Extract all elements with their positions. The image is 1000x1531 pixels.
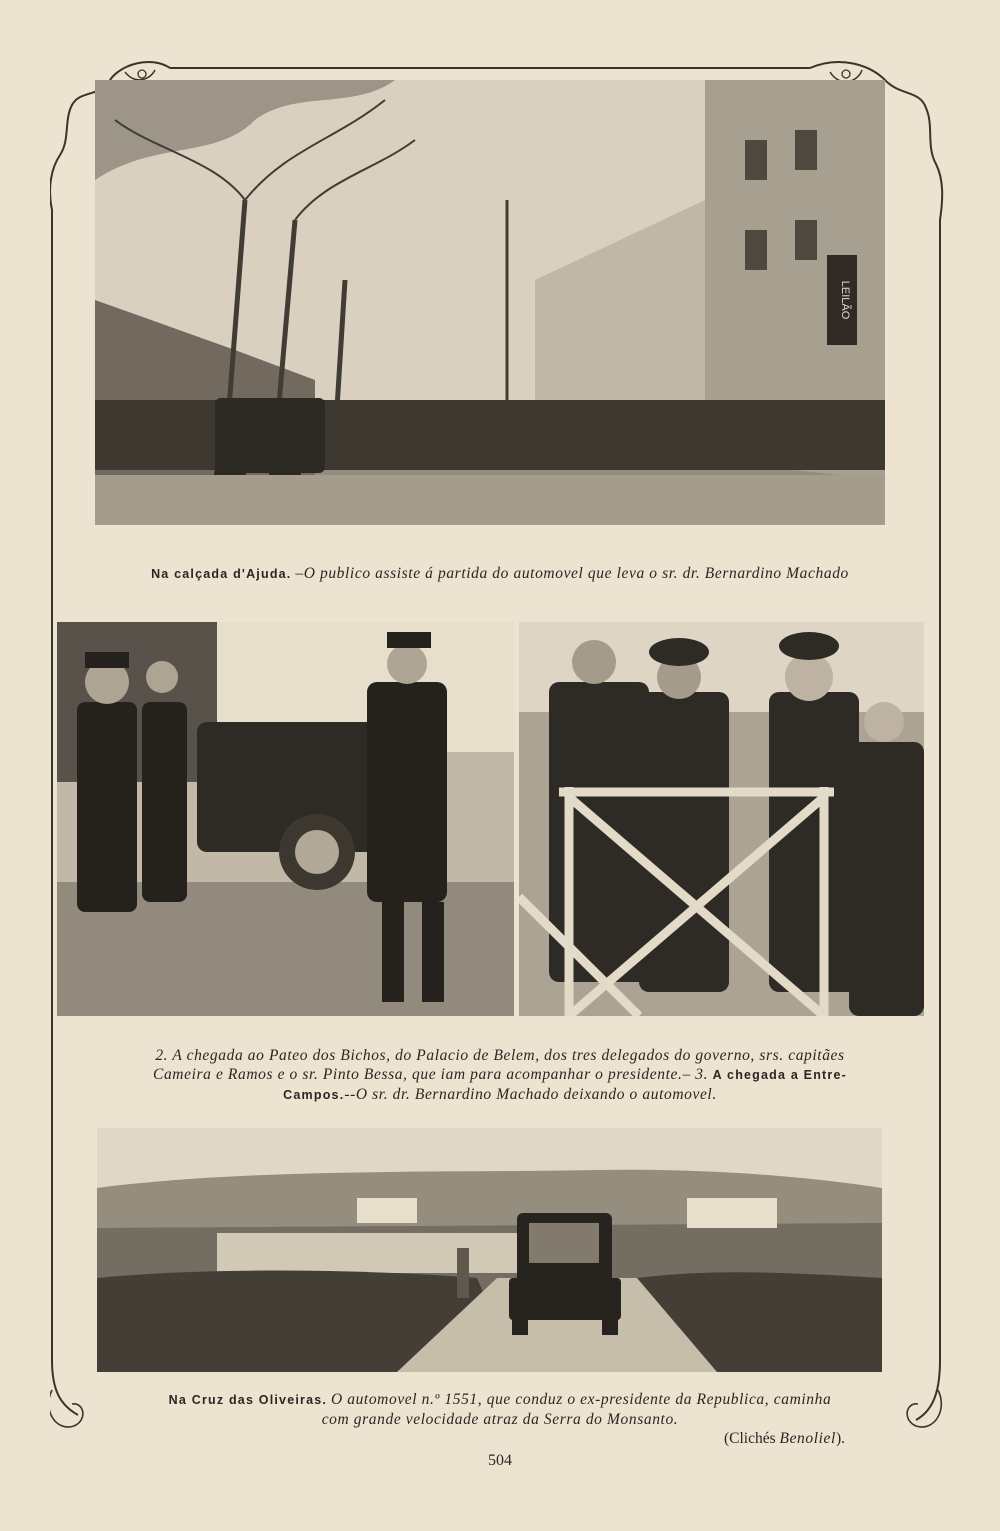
credit-name: Benoliel	[779, 1430, 836, 1447]
caption-2-line2	[60, 1065, 940, 1085]
page-number: 504	[488, 1452, 512, 1469]
caption-2-line3	[60, 1085, 940, 1105]
photo-credit	[60, 1429, 940, 1448]
caption-3-lead-b: Campos.	[283, 1088, 345, 1102]
caption-4-text-1: O automovel n.º 1551, que conduz o ex-presidente da Republica, caminha	[330, 1391, 832, 1408]
caption-3-lead-a: A chegada a Entre-	[712, 1068, 847, 1082]
photo-calcada-ajuda	[95, 80, 885, 525]
caption-4-lead: Na Cruz das Oliveiras.	[168, 1393, 328, 1407]
caption-2-line2a: Cameira e Ramos e o sr. Pinto Bessa, que iam para acompanhar o presidente.– 3.	[153, 1066, 709, 1083]
photo-cruz-das-oliveiras	[97, 1128, 882, 1372]
photo-entre-campos	[519, 622, 924, 1016]
caption-photos-2-3	[60, 1046, 940, 1105]
caption-2-line1: 2. A chegada ao Pateo dos Bichos, do Palacio de Belem, dos tres delegados do governo, srs. capitães	[155, 1047, 845, 1064]
caption-3-text: --O sr. dr. Bernardino Machado deixando o automovel.	[344, 1086, 717, 1103]
caption-4-text-2: com grande velocidade atraz da Serra do Monsanto.	[321, 1411, 679, 1428]
credit-prefix: (Clichés	[723, 1430, 780, 1447]
caption-1-lead: Na calçada d'Ajuda.	[151, 567, 292, 581]
caption-photo-4	[60, 1390, 940, 1448]
caption-4-line1	[60, 1390, 940, 1410]
shop-sign-text: LEILÃO	[839, 280, 851, 320]
photo-pateo-dos-bichos	[57, 622, 514, 1016]
caption-photo-1	[60, 564, 940, 584]
caption-1-text: –O publico assiste á partida do automovel que leva o sr. dr. Bernardino Machado	[295, 565, 849, 582]
credit-suffix: ).	[835, 1430, 845, 1447]
